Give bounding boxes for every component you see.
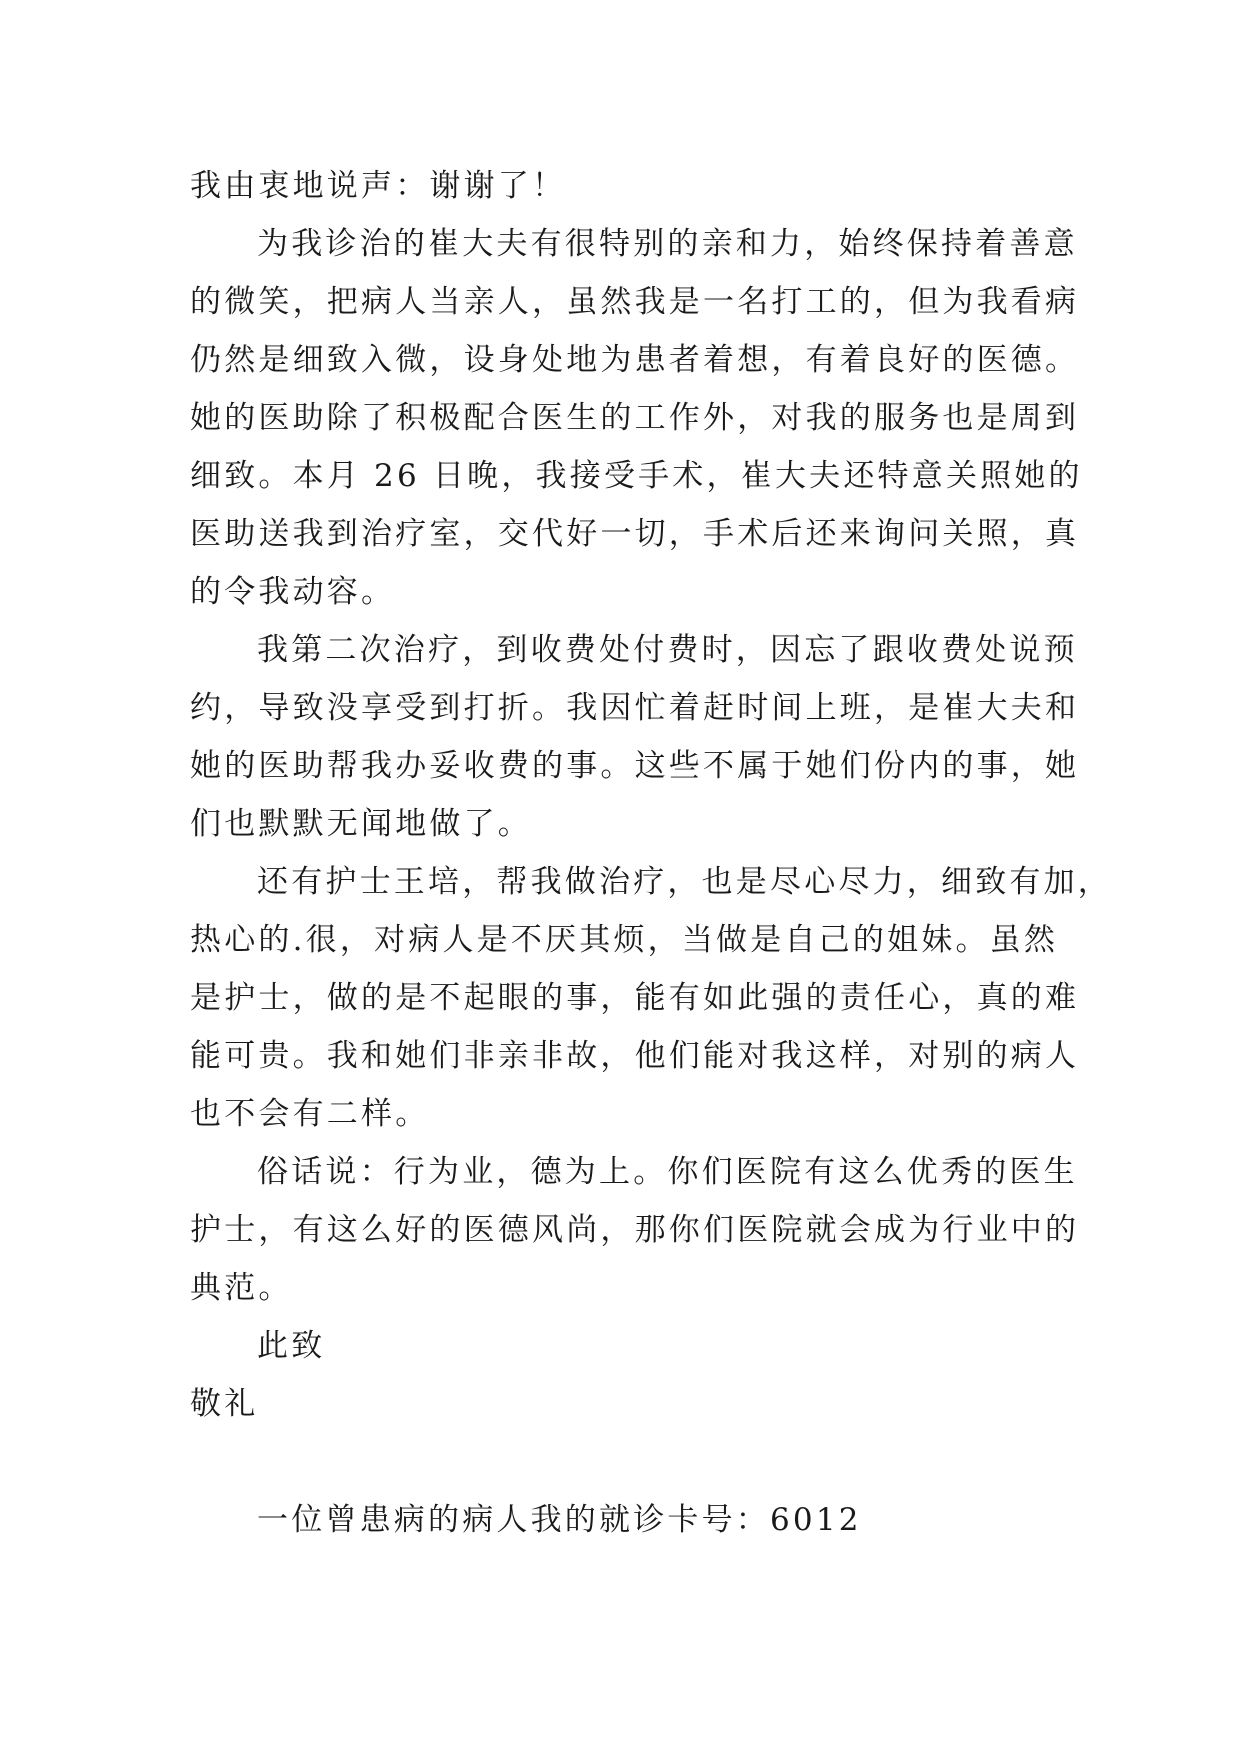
text-line: 仍然是细致入微，设身处地为患者着想，有着良好的医德。 <box>190 342 1080 378</box>
text-line: 也不会有二样。 <box>190 1096 430 1132</box>
text-line: 能可贵。我和她们非亲非故，他们能对我这样，对别的病人 <box>190 1038 1080 1074</box>
text-line: 是护士，做的是不起眼的事，能有如此强的责任心，真的难 <box>190 980 1080 1016</box>
text-line: 我由衷地说声：谢谢了！ <box>190 168 567 204</box>
text-line: 热心的.很，对病人是不厌其烦，当做是自己的姐妹。虽然 <box>190 922 1059 958</box>
signature-line: 一位曾患病的病人我的就诊卡号：6012 <box>257 1502 862 1538</box>
paragraph-start: 还有护士王培，帮我做治疗，也是尽心尽力，细致有加， <box>257 864 1112 900</box>
text-line: 们也默默无闻地做了。 <box>190 806 532 842</box>
text-line: 的令我动容。 <box>190 574 396 610</box>
paragraph-start: 为我诊治的崔大夫有很特别的亲和力，始终保持着善意 <box>257 226 1078 262</box>
text-line: 典范。 <box>190 1270 293 1306</box>
text-line: 她的医助帮我办妥收费的事。这些不属于她们份内的事，她 <box>190 748 1080 784</box>
text-line: 护士，有这么好的医德风尚，那你们医院就会成为行业中的 <box>190 1212 1080 1248</box>
text-line: 医助送我到治疗室，交代好一切，手术后还来询问关照，真 <box>190 516 1080 552</box>
text-line: 她的医助除了积极配合医生的工作外，对我的服务也是周到 <box>190 400 1080 436</box>
paragraph-start: 俗话说：行为业，德为上。你们医院有这么优秀的医生 <box>257 1154 1078 1190</box>
text-line: 约，导致没享受到打折。我因忙着赶时间上班，是崔大夫和 <box>190 690 1080 726</box>
closing-salutation: 此致 <box>257 1328 326 1364</box>
text-line: 的微笑，把病人当亲人，虽然我是一名打工的，但为我看病 <box>190 284 1080 320</box>
text-line: 细致。本月 26 日晚，我接受手术，崔大夫还特意关照她的 <box>190 458 1083 494</box>
paragraph-start: 我第二次治疗，到收费处付费时，因忘了跟收费处说预 <box>257 632 1078 668</box>
closing-regards: 敬礼 <box>190 1386 259 1422</box>
